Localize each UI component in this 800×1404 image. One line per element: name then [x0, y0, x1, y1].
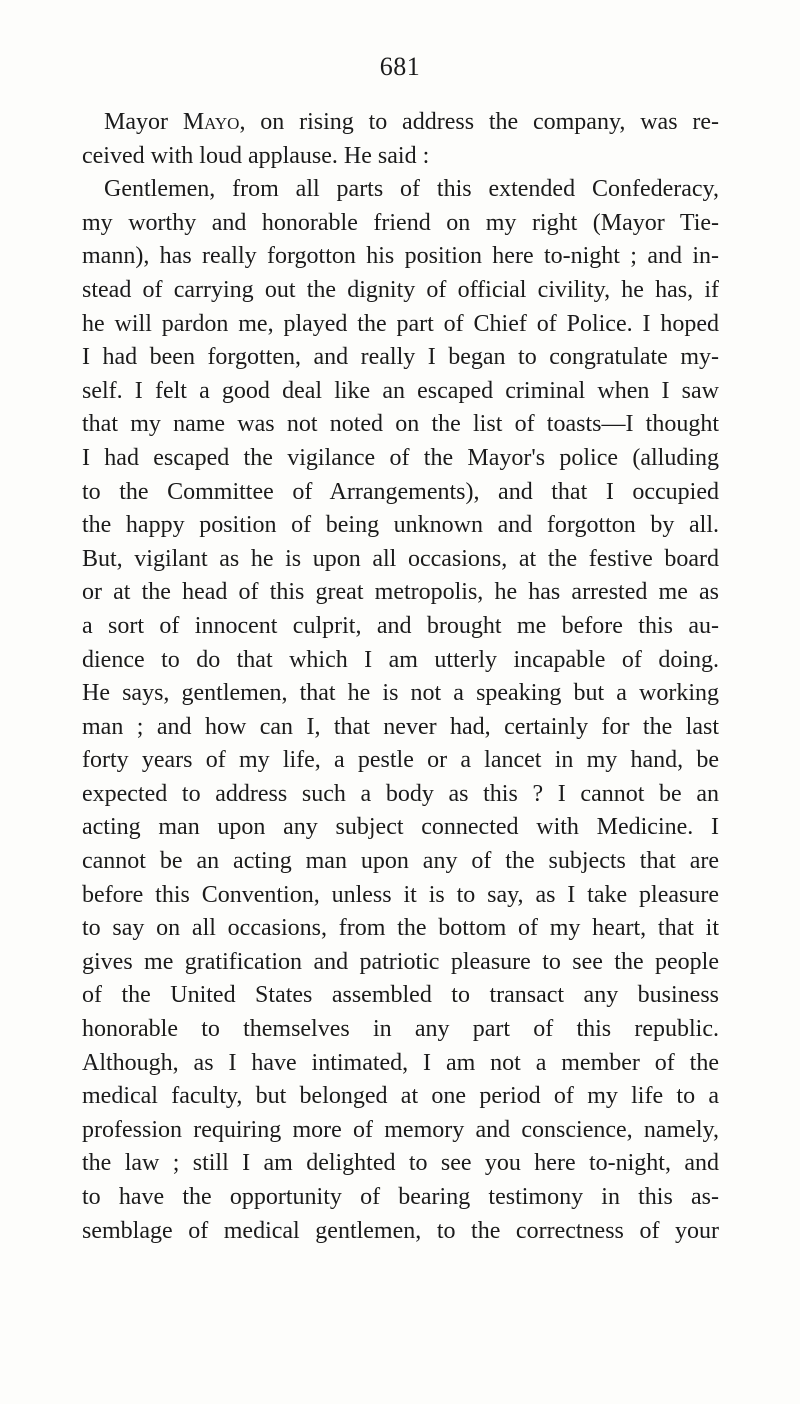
line-text: stead of carrying out the dignity of official civility, he has, if	[82, 276, 719, 303]
line-text: before this Convention, unless it is to say, as I take pleasure	[82, 881, 719, 908]
line-text: that my name was not noted on the list of toasts—I thought	[82, 411, 719, 438]
text-line	[82, 979, 719, 1013]
text-line	[82, 442, 719, 476]
line-text: expected to address such a body as this ? I cannot be an	[82, 780, 719, 807]
line-text: my worthy and honorable friend on my right (Mayor Tie-	[82, 209, 719, 236]
text-line	[82, 476, 719, 510]
line-text: He says, gentlemen, that he is not a speaking but a working	[82, 680, 719, 707]
line-text: a sort of innocent culprit, and brought me before this au-	[82, 612, 719, 639]
line-text: semblage of medical gentlemen, to the correctness of your	[82, 1217, 719, 1244]
line-text: he will pardon me, played the part of Chief of Police. I hoped	[82, 310, 719, 337]
line-text: or at the head of this great metropolis, he has arrested me as	[82, 579, 719, 606]
text-line	[82, 140, 719, 174]
text-line	[82, 644, 719, 678]
line-text: to the Committee of Arrangements), and that I occupied	[82, 478, 719, 505]
text-line	[82, 1013, 719, 1047]
line-text: , on rising to address the company, was re-	[239, 109, 720, 135]
line-text: Gentlemen, from all parts of this extended Confederacy,	[104, 176, 719, 203]
text-line	[82, 744, 719, 778]
line-text: But, vigilant as he is upon all occasions, at the festive board	[82, 545, 719, 572]
text-line	[82, 845, 719, 879]
line-text: honorable to themselves in any part of this republic.	[82, 1016, 719, 1043]
line-text: Mayor	[104, 109, 183, 135]
line-text: mann), has really forgotton his position here to-night ; and in-	[82, 243, 719, 270]
text-line	[82, 106, 719, 140]
line-text: to say on all occasions, from the bottom of my heart, that it	[82, 915, 719, 942]
paragraph	[82, 106, 719, 173]
text-line	[82, 879, 719, 913]
text-line	[82, 610, 719, 644]
text-line	[82, 1181, 719, 1215]
text-line	[82, 1080, 719, 1114]
page-number: 681	[379, 52, 421, 81]
text-line	[82, 308, 719, 342]
text-line	[82, 240, 719, 274]
line-text: forty years of my life, a pestle or a lancet in my hand, be	[82, 747, 719, 774]
line-text: gives me gratification and patriotic pleasure to see the people	[82, 948, 719, 975]
text-line	[82, 509, 719, 543]
line-text: the law ; still I am delighted to see you here to-night, and	[82, 1150, 719, 1177]
text-line	[82, 912, 719, 946]
text-line	[82, 543, 719, 577]
text-line	[82, 173, 719, 207]
text-line	[82, 1114, 719, 1148]
small-caps-name: Mayo	[182, 109, 240, 135]
line-text: self. I felt a good deal like an escaped criminal when I saw	[82, 377, 719, 404]
body-text	[82, 106, 719, 1248]
paragraph	[82, 173, 719, 1248]
line-text: dience to do that which I am utterly incapable of doing.	[82, 646, 719, 673]
text-line	[82, 811, 719, 845]
line-text: to have the opportunity of bearing testimony in this as-	[82, 1184, 719, 1210]
line-text: ceived with loud applause. He said :	[82, 142, 430, 169]
line-text: profession requiring more of memory and conscience, namely,	[82, 1116, 719, 1143]
text-line	[82, 711, 719, 745]
line-text: the happy position of being unknown and forgotton by all.	[82, 512, 719, 539]
text-line	[82, 677, 719, 711]
text-line	[82, 375, 719, 409]
line-text: acting man upon any subject connected with Medicine. I	[82, 814, 719, 841]
line-text: I had escaped the vigilance of the Mayor's police (alluding	[82, 444, 719, 471]
text-line	[82, 274, 719, 308]
line-text: medical faculty, but belonged at one period of my life to a	[82, 1083, 719, 1110]
text-line	[82, 341, 719, 375]
text-line	[82, 1215, 719, 1249]
text-line	[82, 408, 719, 442]
text-line	[82, 778, 719, 812]
line-text: of the United States assembled to transact any business	[82, 982, 719, 1009]
line-text: man ; and how can I, that never had, certainly for the last	[82, 713, 719, 740]
line-text: Although, as I have intimated, I am not a member of the	[82, 1049, 719, 1076]
line-text: I had been forgotten, and really I began to congratulate my-	[82, 344, 719, 371]
text-line	[82, 1147, 719, 1181]
line-text: cannot be an acting man upon any of the subjects that are	[82, 848, 719, 875]
text-line	[82, 207, 719, 241]
text-line	[82, 1047, 719, 1081]
text-line	[82, 946, 719, 980]
text-line	[82, 576, 719, 610]
